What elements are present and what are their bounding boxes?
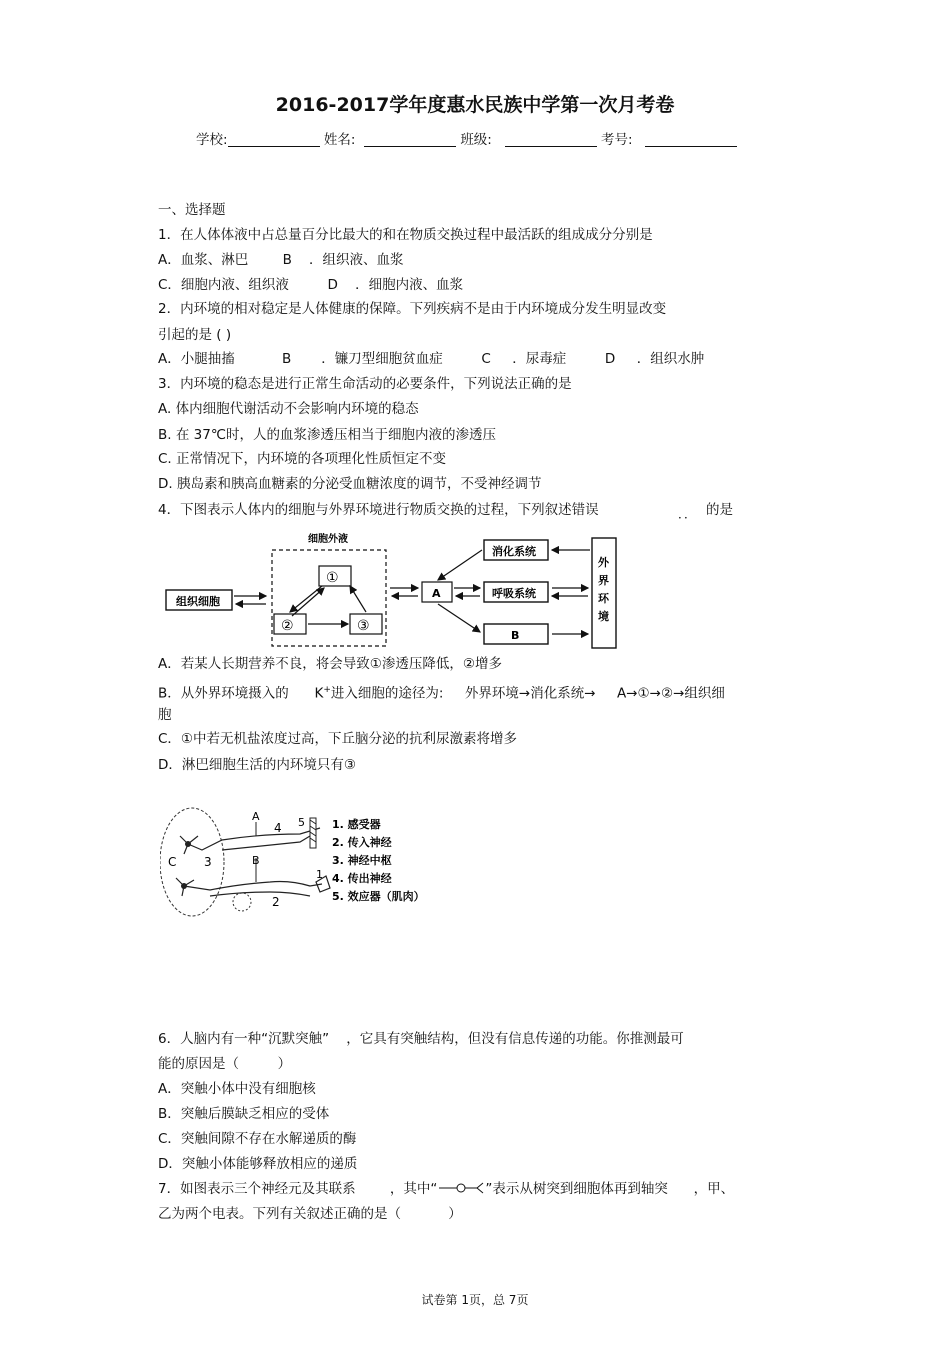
q6-stem-line1: 6．人脑内有一种“沉默突触” ，它具有突触结构，但没有信息传递的功能。你推测最可 bbox=[158, 1031, 684, 1047]
q6-option-b: B．突触后膜缺乏相应的受体 bbox=[158, 1106, 330, 1122]
q7-stem-part2: ”表示从树突到细胞体再到轴突 ，甲、 bbox=[485, 1181, 735, 1197]
label-c: C bbox=[168, 855, 177, 869]
q4-stem bbox=[158, 501, 733, 521]
q6-option-a: A．突触小体中没有细胞核 bbox=[158, 1081, 316, 1097]
q4-stem-text: 4．下图表示人体内的细胞与外界环境进行物质交换的过程，下列叙述错误 bbox=[158, 502, 599, 518]
q6-option-d: D．突触小体能够释放相应的递质 bbox=[158, 1156, 358, 1172]
q2-stem-line2: 引起的是 ( ) bbox=[158, 327, 232, 343]
q1-stem: 1．在人体体液中占总量百分比最大的和在物质交换过程中最活跃的组成成分分别是 bbox=[158, 227, 653, 243]
q3-option-b: B. 在 37℃时，人的血浆渗透压相当于细胞内液的渗透压 bbox=[158, 427, 496, 443]
q4-option-a: A．若某人长期营养不良，将会导致①渗透压降低，②增多 bbox=[158, 656, 502, 672]
q2-stem-line1: 2．内环境的相对稳定是人体健康的保障。下列疾病不是由于内环境成分发生明显改变 bbox=[158, 301, 667, 317]
school-label: 学校: bbox=[196, 132, 228, 148]
fluid-1-label: ① bbox=[326, 570, 339, 586]
legend-efferent: 4. 传出神经 bbox=[332, 872, 392, 885]
emphasis-dots: ．． bbox=[678, 507, 697, 521]
external-environment-label-4: 境 bbox=[598, 610, 609, 623]
legend-center: 3. 神经中枢 bbox=[332, 854, 392, 867]
efferent-nerve-path bbox=[180, 828, 320, 854]
q6-option-c: C．突触间隙不存在水解递质的酶 bbox=[158, 1131, 357, 1147]
q4-option-b-part1: B．从外界环境摄入的 K bbox=[158, 685, 324, 702]
name-label: 姓名: bbox=[323, 132, 356, 148]
student-info-line bbox=[196, 128, 737, 148]
q1-options-ab: A．血浆、淋巴 B ．组织液、血浆 bbox=[158, 252, 404, 268]
digestive-system-label: 消化系统 bbox=[492, 545, 536, 558]
extracellular-fluid-label: 细胞外液 bbox=[308, 534, 348, 545]
q4-option-b-part2: 进入细胞的途径为: 外界环境→消化系统→ A→①→②→组织细 bbox=[330, 685, 725, 702]
q4-option-b-superscript: + bbox=[323, 685, 331, 695]
tissue-cell-label: 组织细胞 bbox=[176, 595, 220, 608]
label-4: 4 bbox=[274, 821, 282, 835]
school-blank bbox=[228, 132, 320, 147]
label-a: A bbox=[252, 810, 260, 823]
q7-stem-line1 bbox=[158, 1180, 734, 1198]
reflex-arc-diagram bbox=[160, 806, 450, 922]
q4-option-b-continuation: 胞 bbox=[158, 707, 172, 723]
legend-afferent: 2. 传入神经 bbox=[332, 836, 392, 849]
label-1: 1 bbox=[316, 868, 323, 881]
neuron-symbol-icon bbox=[437, 1181, 485, 1195]
number-blank bbox=[645, 132, 737, 147]
q1-options-cd: C．细胞内液、组织液 D ．细胞内液、血浆 bbox=[158, 277, 464, 293]
b-label: B bbox=[511, 629, 520, 642]
label-b: B bbox=[252, 854, 260, 867]
q3-option-a: A. 体内细胞代谢活动不会影响内环境的稳态 bbox=[158, 401, 419, 417]
ganglion-circle bbox=[233, 893, 251, 911]
q3-option-c: C. 正常情况下，内环境的各项理化性质恒定不变 bbox=[158, 451, 447, 467]
q6-stem-line2: 能的原因是（ ） bbox=[158, 1056, 292, 1072]
number-label: 考号: bbox=[601, 132, 633, 148]
q3-stem: 3．内环境的稳态是进行正常生命活动的必要条件，下列说法正确的是 bbox=[158, 376, 572, 392]
q4-option-b bbox=[158, 681, 725, 703]
q3-option-d: D. 胰岛素和胰高血糖素的分泌受血糖浓度的调节，不受神经调节 bbox=[158, 476, 542, 492]
q7-stem-line2: 乙为两个电表。下列有关叙述正确的是（ ） bbox=[158, 1206, 462, 1222]
page-footer: 试卷第 1页，总 7页 bbox=[421, 1293, 529, 1307]
q4-option-d: D．淋巴细胞生活的内环境只有③ bbox=[158, 757, 356, 773]
label-3: 3 bbox=[204, 855, 212, 869]
name-blank bbox=[364, 132, 456, 147]
external-environment-label-1: 外 bbox=[598, 556, 609, 569]
a-label: A bbox=[432, 587, 441, 600]
external-environment-label-3: 环 bbox=[598, 592, 609, 605]
q7-stem-part1: 7．如图表示三个神经元及其联系 ，其中“ bbox=[158, 1181, 438, 1197]
fluid-2-label: ② bbox=[281, 618, 294, 634]
q2-options: A．小腿抽搐 B ．镰刀型细胞贫血症 C ．尿毒症 D ．组织水肿 bbox=[158, 351, 705, 367]
exam-title: 2016-2017学年度惠水民族中学第一次月考卷 bbox=[275, 94, 675, 116]
label-5: 5 bbox=[298, 816, 305, 829]
body-fluid-exchange-diagram bbox=[160, 526, 620, 652]
fluid-3-label: ③ bbox=[357, 618, 370, 634]
external-environment-label-2: 界 bbox=[598, 574, 609, 587]
class-label: 班级: bbox=[460, 132, 492, 148]
q4-stem-end: 的是 bbox=[706, 502, 733, 518]
q4-option-c: C．①中若无机盐浓度过高，下丘脑分泌的抗利尿激素将增多 bbox=[158, 731, 518, 747]
class-blank bbox=[505, 132, 597, 147]
afferent-nerve-path bbox=[176, 878, 322, 896]
legend-receptor: 1. 感受器 bbox=[332, 818, 381, 831]
section-heading: 一、选择题 bbox=[158, 202, 226, 218]
respiratory-system-label: 呼吸系统 bbox=[492, 587, 536, 600]
legend-effector: 5. 效应器（肌肉） bbox=[332, 890, 425, 903]
label-2: 2 bbox=[272, 895, 280, 909]
